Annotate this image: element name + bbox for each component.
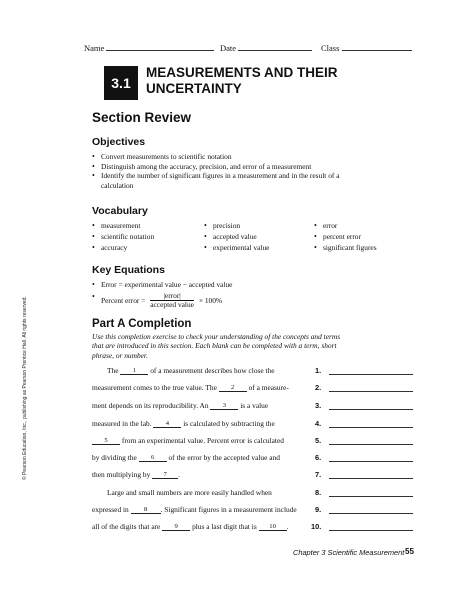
answer-line-5[interactable]	[329, 444, 413, 445]
answer-number: 7.	[315, 470, 322, 479]
equation-percent-error: • Percent error = $\frac{\text{|error|}}{\text{accepted value}}$ × 100%	[92, 292, 222, 309]
percent-error-fraction	[150, 292, 194, 309]
review-heading: Section Review	[92, 110, 192, 125]
blank-6[interactable]: 6	[139, 454, 167, 462]
answer-number: 10.	[311, 522, 322, 531]
section-title	[146, 65, 338, 97]
completion-line-6: by dividing the 6 of the error by the accepted value and	[92, 453, 280, 462]
objective-item: • Convert measurements to scientific notation	[92, 152, 392, 162]
fraction-numerator: |error|	[150, 292, 194, 301]
class-label: Class	[321, 43, 340, 53]
completion-line-9: expressed in 8 . Significant figures in a measurement include	[92, 505, 297, 514]
blank-2[interactable]: 2	[219, 384, 247, 392]
vocab-term: • accepted value	[204, 232, 257, 241]
objective-item-continuation: calculation	[101, 180, 134, 190]
vocab-term: • measurement	[92, 221, 140, 230]
blank-3[interactable]: 3	[210, 402, 238, 410]
blank-9[interactable]: 9	[162, 523, 190, 531]
answer-line-9[interactable]	[329, 513, 413, 514]
answer-line-4[interactable]	[329, 427, 413, 428]
completion-line-10: all of the digits that are 9 plus a last digit that is 10 .	[92, 522, 289, 531]
equation-error: • Error = experimental value − accepted value	[92, 280, 232, 290]
section-title-line1: MEASUREMENTS AND THEIR	[146, 65, 338, 80]
copyright-notice: © Pearson Education, Inc., publishing as Pearson Prentice Hall. All rights reserved.	[22, 296, 28, 480]
vocab-term: • significant figures	[314, 243, 377, 252]
completion-line-3: ment depends on its reproducibility. An 3 is a value	[92, 401, 269, 410]
objective-item: • Identify the number of significant figures in a measurement and in the result of a	[92, 171, 392, 181]
vocab-term: • precision	[204, 221, 240, 230]
answer-line-8[interactable]	[329, 496, 413, 497]
completion-line-8: Large and small numbers are more easily handled when	[107, 488, 272, 497]
answer-line-10[interactable]	[329, 530, 413, 531]
fraction-denominator: accepted value	[150, 300, 194, 309]
answer-line-6[interactable]	[329, 461, 413, 462]
answer-number: 9.	[315, 505, 322, 514]
vocab-term: • percent error	[314, 232, 361, 241]
completion-line-7: then multiplying by 7 .	[92, 470, 181, 479]
name-line[interactable]	[106, 43, 214, 51]
vocab-term: • accuracy	[92, 243, 127, 252]
answer-number: 6.	[315, 453, 322, 462]
answer-number: 1.	[315, 366, 322, 375]
completion-line-4: measured in the lab. 4 is calculated by subtracting the	[92, 419, 275, 428]
blank-4[interactable]: 4	[153, 420, 181, 428]
answer-number: 4.	[315, 419, 322, 428]
equations-heading: Key Equations	[92, 264, 165, 276]
blank-5[interactable]: 5	[92, 437, 120, 445]
blank-7[interactable]: 7	[152, 471, 178, 479]
answer-number: 5.	[315, 436, 322, 445]
vocab-term: • error	[314, 221, 337, 230]
part-a-heading: Part A Completion	[92, 318, 192, 330]
completion-line-2: measurement comes to the true value. The 2 of a measure-	[92, 383, 289, 392]
name-field[interactable]	[84, 43, 214, 53]
answer-number: 3.	[315, 401, 322, 410]
section-title-line2: UNCERTAINTY	[146, 81, 242, 96]
blank-10[interactable]: 10	[259, 523, 287, 531]
answer-line-3[interactable]	[329, 409, 413, 410]
objectives-heading: Objectives	[92, 136, 146, 148]
chapter-footer: Chapter 3 Scientific Measurement	[293, 548, 405, 557]
blank-8[interactable]: 8	[131, 506, 161, 514]
class-line[interactable]	[342, 43, 412, 51]
section-number-badge: 3.1	[104, 66, 138, 100]
date-label: Date	[220, 43, 237, 53]
page-number: 55	[405, 547, 414, 556]
vocab-term: • experimental value	[204, 243, 269, 252]
answer-line-1[interactable]	[329, 374, 413, 375]
vocabulary-heading: Vocabulary	[92, 205, 148, 217]
objectives-list	[92, 152, 392, 190]
completion-line-5: 5 from an experimental value. Percent error is calculated	[92, 436, 284, 446]
answer-line-2[interactable]	[329, 391, 413, 392]
name-label: Name	[84, 43, 105, 53]
class-field[interactable]	[321, 43, 412, 53]
vocabulary-grid	[92, 221, 392, 255]
answer-line-7[interactable]	[329, 478, 413, 479]
vocab-term: • scientific notation	[92, 232, 154, 241]
completion-line-1: The 1 of a measurement describes how close the	[107, 366, 275, 375]
date-field[interactable]	[220, 43, 312, 53]
objective-item: • Distinguish among the accuracy, precision, and error of a measurement	[92, 162, 392, 172]
part-a-instructions: Use this completion exercise to check your understanding of the concepts and terms that are introduced in this section. Each blank can be completed with a term, short phrase, or number.	[92, 332, 341, 360]
date-line[interactable]	[238, 43, 312, 51]
blank-1[interactable]: 1	[120, 367, 148, 375]
answer-number: 8.	[315, 488, 322, 497]
answer-number: 2.	[315, 383, 322, 392]
